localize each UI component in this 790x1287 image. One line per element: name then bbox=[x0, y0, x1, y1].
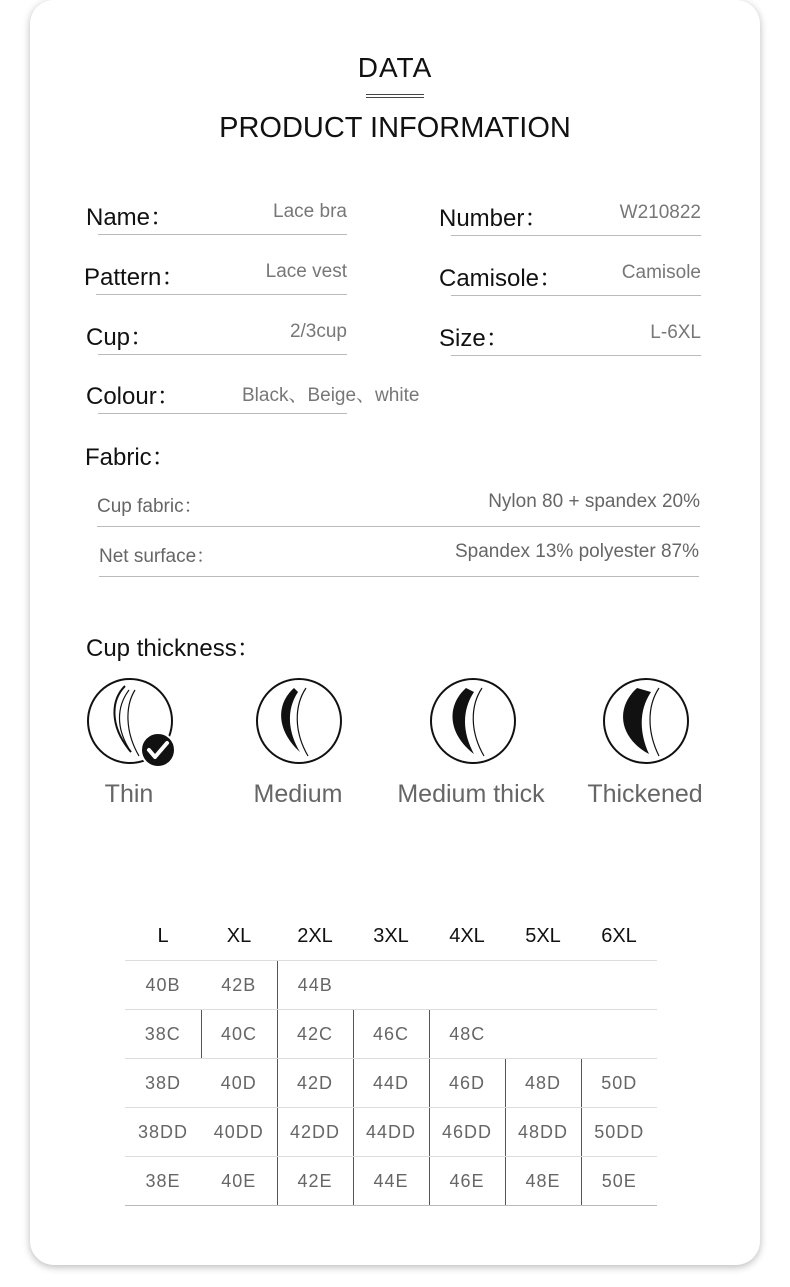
size-cell bbox=[353, 961, 429, 1010]
field-name-value: Lace bra bbox=[273, 201, 347, 222]
field-size bbox=[439, 318, 701, 358]
field-pattern bbox=[84, 257, 347, 297]
table-row bbox=[125, 961, 657, 1010]
field-number-label: Number： bbox=[439, 205, 549, 232]
field-divider bbox=[451, 355, 701, 356]
page-title: DATA bbox=[357, 52, 433, 83]
size-cell: 44DD bbox=[353, 1108, 429, 1157]
size-cell: 48DD bbox=[505, 1108, 581, 1157]
size-cell: 50E bbox=[581, 1157, 657, 1206]
field-divider bbox=[98, 354, 347, 355]
size-cell bbox=[505, 961, 581, 1010]
size-cell bbox=[505, 1010, 581, 1059]
size-cell: 40DD bbox=[201, 1108, 277, 1157]
field-size-value: L-6XL bbox=[650, 322, 701, 343]
size-cell: 44D bbox=[353, 1059, 429, 1108]
field-camisole-label: Camisole： bbox=[439, 265, 564, 292]
table-row bbox=[125, 1108, 657, 1157]
size-cell: 42DD bbox=[277, 1108, 353, 1157]
size-cell: 38DD bbox=[125, 1108, 201, 1157]
check-circle-icon bbox=[140, 732, 176, 768]
size-cell: 42D bbox=[277, 1059, 353, 1108]
size-cell: 40E bbox=[201, 1157, 277, 1206]
size-cell: 38C bbox=[125, 1010, 201, 1059]
cup-thickened-icon bbox=[601, 676, 691, 766]
size-header: 5XL bbox=[505, 912, 581, 961]
size-cell: 46DD bbox=[429, 1108, 505, 1157]
size-header: 3XL bbox=[353, 912, 429, 961]
size-cell: 38E bbox=[125, 1157, 201, 1206]
table-row bbox=[125, 1059, 657, 1108]
size-cell: 48D bbox=[505, 1059, 581, 1108]
field-divider bbox=[451, 295, 701, 296]
size-header: XL bbox=[201, 912, 277, 961]
field-size-label: Size： bbox=[439, 325, 510, 352]
size-cell: 42B bbox=[201, 961, 277, 1010]
size-cell: 50DD bbox=[581, 1108, 657, 1157]
cup-label-medium: Medium bbox=[253, 780, 343, 808]
field-pattern-label: Pattern： bbox=[84, 264, 186, 291]
size-header: 6XL bbox=[581, 912, 657, 961]
size-header: 2XL bbox=[277, 912, 353, 961]
field-cup-label: Cup： bbox=[86, 324, 155, 351]
fabric-row bbox=[97, 491, 700, 531]
fabric-row-value: Nylon 80 + spandex 20% bbox=[488, 491, 700, 512]
size-cell: 40D bbox=[201, 1059, 277, 1108]
field-divider bbox=[96, 294, 347, 295]
size-header: L bbox=[125, 912, 201, 961]
field-name bbox=[86, 197, 347, 237]
table-row bbox=[125, 1157, 657, 1206]
size-cell: 40C bbox=[201, 1010, 277, 1059]
size-cell bbox=[581, 961, 657, 1010]
cup-medium-icon bbox=[254, 676, 344, 766]
size-cell: 38D bbox=[125, 1059, 201, 1108]
size-cell: 46E bbox=[429, 1157, 505, 1206]
field-camisole-value: Camisole bbox=[621, 262, 701, 283]
title-divider bbox=[366, 94, 424, 98]
field-number-value: W210822 bbox=[619, 202, 701, 223]
size-cell: 46C bbox=[353, 1010, 429, 1059]
size-cell: 42E bbox=[277, 1157, 353, 1206]
field-name-label: Name： bbox=[86, 204, 175, 231]
field-divider bbox=[451, 235, 701, 236]
fabric-divider bbox=[99, 576, 699, 577]
size-cell: 48C bbox=[429, 1010, 505, 1059]
cup-label-thin: Thin bbox=[104, 780, 154, 808]
size-cell: 40B bbox=[125, 961, 201, 1010]
field-divider bbox=[98, 413, 347, 414]
field-number bbox=[439, 198, 701, 238]
size-cell: 48E bbox=[505, 1157, 581, 1206]
field-cup-value: 2/3cup bbox=[289, 321, 347, 342]
field-cup bbox=[86, 317, 347, 357]
fabric-row-label: Net surface： bbox=[99, 546, 216, 567]
size-table-header bbox=[125, 912, 657, 961]
fabric-row bbox=[99, 541, 699, 581]
size-cell bbox=[581, 1010, 657, 1059]
size-cell: 44B bbox=[277, 961, 353, 1010]
field-colour-label: Colour： bbox=[86, 383, 181, 410]
fabric-divider bbox=[97, 526, 700, 527]
size-cell: 46D bbox=[429, 1059, 505, 1108]
size-cell bbox=[429, 961, 505, 1010]
size-cell: 44E bbox=[353, 1157, 429, 1206]
field-camisole bbox=[439, 258, 701, 298]
size-header: 4XL bbox=[429, 912, 505, 961]
field-pattern-value: Lace vest bbox=[265, 261, 347, 282]
fabric-row-value: Spandex 13% polyester 87% bbox=[455, 541, 699, 562]
cup-thickness-title: Cup thickness： bbox=[86, 635, 261, 662]
page-subtitle: PRODUCT INFORMATION bbox=[219, 112, 571, 144]
fabric-title: Fabric： bbox=[85, 444, 176, 471]
cup-label-medium-thick: Medium thick bbox=[397, 780, 545, 808]
fabric-row-label: Cup fabric： bbox=[97, 496, 203, 517]
size-cell: 42C bbox=[277, 1010, 353, 1059]
field-colour-value: Black、Beige、white bbox=[242, 385, 420, 406]
cup-label-thickened: Thickened bbox=[587, 780, 703, 808]
size-cell: 50D bbox=[581, 1059, 657, 1108]
field-colour bbox=[86, 376, 420, 416]
size-table bbox=[125, 912, 657, 1206]
field-divider bbox=[98, 234, 347, 235]
cup-medium-thick-icon bbox=[428, 676, 518, 766]
table-row bbox=[125, 1010, 657, 1059]
